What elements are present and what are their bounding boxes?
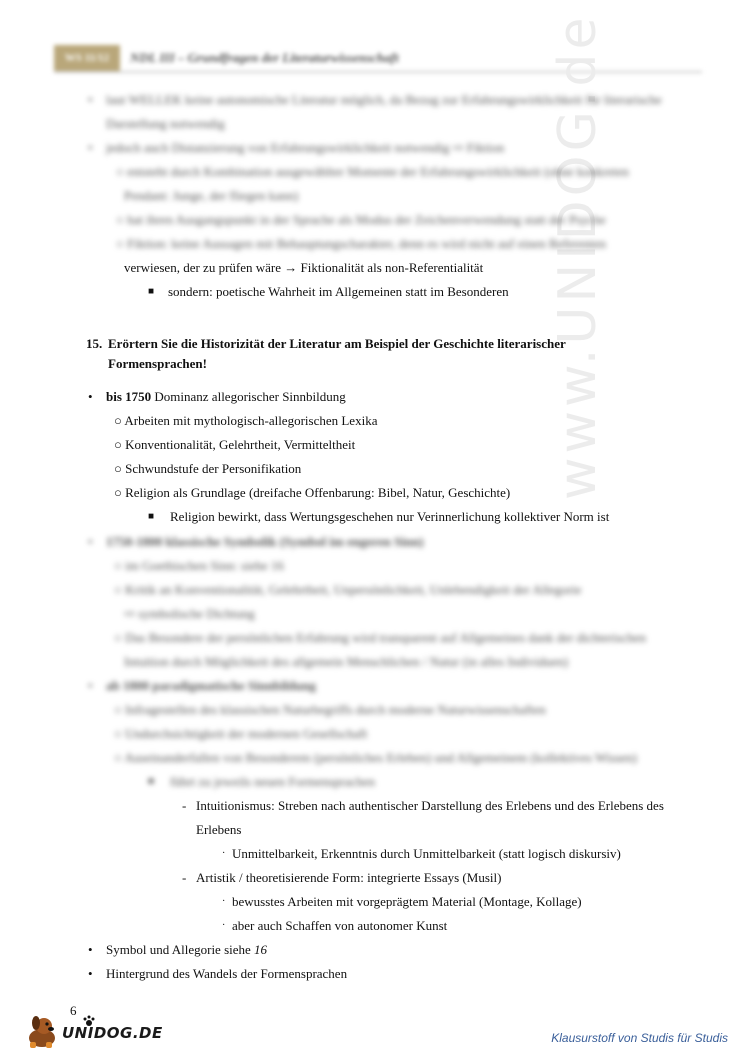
question-number: 15. [86,336,103,351]
dot-item: Unmittelbarkeit, Erkenntnis durch Unmittelbarkeit (statt logisch diskursiv) [232,846,621,861]
dot-bullet-icon: · [222,920,226,931]
symbol-allegory-item: Symbol und Allegorie siehe 16 [106,942,268,957]
circle-bullet-icon: ○ [116,236,128,251]
blurred-line: ○ Auseinanderfallen von Besonderem (persönliches Erleben) und Allgemeinem (kollektives Wissen) [114,750,637,765]
list-item: ○ Schwundstufe der Personifikation [114,461,302,476]
blurred-line: ab 1800 paradigmatische Sinnbildung [106,678,316,693]
blurred-line: jedoch auch Distanzierung von Erfahrungswirklichkeit notwendig ⇨ Fiktion [106,140,505,155]
blurred-line: laut WELLEK keine autonomische Literatur möglich, da Bezug zur Erfahrungswirklichkeit für literarische [106,92,662,107]
square-item: Religion bewirkt, dass Wertungsgeschehen nur Verinnerlichung kollektiver Norm ist [170,509,610,524]
blurred-line: Intuition durch Möglichkeit des allgemein Menschlichen / Natur (in alles Individuen) [124,654,569,669]
blurred-line: Pendant: Junge, der fliegen kann) [124,188,299,203]
bullet-icon: • [88,389,93,404]
list-item: ○ Arbeiten mit mythologisch-allegorischen Lexika [114,413,378,428]
circle-bullet-icon: ○ [114,630,126,645]
bullet-icon: • [88,942,93,957]
question-text: Erörtern Sie die Historizität der Literatur am Beispiel der Geschichte literarischer Formensprachen! [108,336,566,371]
bullet-icon: • [88,534,93,549]
dash-item: Intuitionismus: Streben nach authentischer Darstellung des Erlebens und des Erlebens des [196,798,664,813]
dash-item-cont: Erlebens [196,822,242,837]
page-number: 6 [70,1003,77,1018]
blurred-line: 1750-1800 klassische Symbolik (Symbol im engeren Sinn) [106,534,424,549]
dog-icon [22,1014,62,1050]
dot-bullet-icon: · [222,896,226,907]
blurred-line: ○ Fiktion: keine Aussagen mit Behauptungscharakter, denn es wird nicht auf einen Referenten [116,236,607,251]
bullet-icon: • [88,140,93,155]
square-bullet-icon: ■ [148,286,155,297]
footer-slogan: Klausurstoff von Studis für Studis [551,1031,728,1045]
square-bullet-icon: ■ [148,511,155,522]
circle-bullet-icon: ○ [114,437,126,452]
circle-bullet-icon: ○ [114,726,126,741]
blurred-line: führt zu jeweils neuen Formensprachen [170,774,376,789]
header-title: NDL III – Grundfragen der Literaturwissenschaft [130,50,399,65]
unidog-logo [22,1014,172,1050]
blurred-line: ○ hat ihren Ausgangspunkt in der Sprache als Modus der Zeichenverwendung statt der Psyche [116,212,606,227]
blurred-line: ○ Undurchsichtigkeit der modernen Gesellschaft [114,726,368,741]
blurred-line: ○ Das Besondere der persönlichen Erfahrung wird transparent auf Allgemeines dank der dichterischen [114,630,647,645]
circle-bullet-icon: ○ [114,413,125,428]
circle-bullet-icon: ○ [116,164,128,179]
bullet-icon: • [88,966,93,981]
blurred-line: ⇨ symbolische Dichtung [124,606,255,621]
circle-bullet-icon: ○ [116,212,128,227]
square-item: sondern: poetische Wahrheit im Allgemeinen statt im Besonderen [168,284,509,299]
semester-badge: WS 11/12 [54,45,120,71]
blurred-line: ○ Infragestellen des klassischen Naturbegriffs durch moderne Naturwissenschaften [114,702,546,717]
circle-bullet-icon: ○ [114,485,126,500]
watermark: www.UNIDOG.de [548,13,608,500]
dash-bullet-icon: - [182,870,187,885]
blurred-line: ○ Kritik an Konventionalität, Gelehrtheit, Unpersönlichkeit, Unlebendigkeit der Allegorie [114,582,582,597]
fiction-line: verwiesen, der zu prüfen wäre → Fiktionalität als non-Referentialität [124,260,484,275]
section-1750: bis 1750 Dominanz allegorischer Sinnbildung [106,389,346,404]
blurred-line: Darstellung notwendig [106,116,225,131]
dot-bullet-icon: · [222,848,226,859]
dash-bullet-icon: - [182,798,187,813]
logo-text: UNIDOG.DE [62,1024,163,1042]
circle-bullet-icon: ○ [114,750,125,765]
dot-item: bewusstes Arbeiten mit vorgeprägtem Material (Montage, Kollage) [232,894,582,909]
circle-bullet-icon: ○ [114,461,126,476]
list-item: ○ Religion als Grundlage (dreifache Offenbarung: Bibel, Natur, Geschichte) [114,485,511,500]
dash-item: Artistik / theoretisierende Form: integrierte Essays (Musil) [196,870,502,885]
circle-bullet-icon: ○ [114,582,126,597]
bullet-icon: • [88,678,93,693]
blurred-line: ○ im Goethischen Sinn: siehe 16 [114,558,284,573]
circle-bullet-icon: ○ [114,558,126,573]
circle-bullet-icon: ○ [114,702,126,717]
blurred-line: ○ entsteht durch Kombination ausgewählter Momente der Erfahrungswirklichkeit (ohne konkreten [116,164,629,179]
dot-item: aber auch Schaffen von autonomer Kunst [232,918,448,933]
square-bullet-icon: ■ [148,776,155,787]
hintergrund-item: Hintergrund des Wandels der Formensprachen [106,966,348,981]
bullet-icon: • [88,92,93,107]
list-item: ○ Konventionalität, Gelehrtheit, Vermitteltheit [114,437,356,452]
